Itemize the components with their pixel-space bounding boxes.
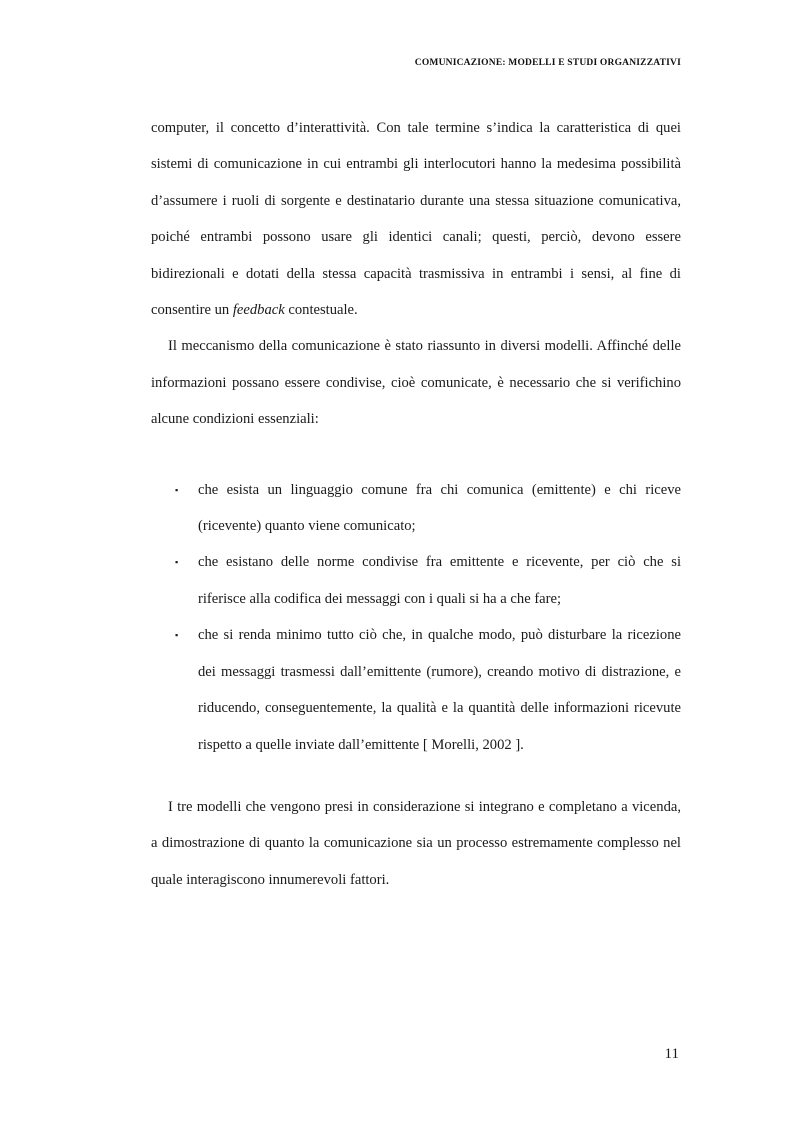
- list-item: [151, 472, 681, 545]
- paragraph-models: Il meccanismo della comunicazione è stato riassunto in diversi modelli. Affinché delle informazioni possano essere condivise, cioè comunicate, è necessario che si verifichino alcune condizioni essenziali:: [151, 338, 681, 428]
- running-header: COMUNICAZIONE: MODELLI E STUDI ORGANIZZATIVI: [414, 58, 681, 68]
- list-item: [151, 617, 681, 763]
- paragraph-text: computer, il concetto d’interattività. Con tale termine s’indica la caratteristica di quei sistemi di comunicazione in cui entrambi gli interlocutori hanno la medesima possibilità d’assumere i ruoli di sorgente e destinatario durante una stessa situazione comunicativa, poiché entrambi possono usare gli identici canali; questi, perciò, devono essere bidirezionali e dotati della stessa capacità trasmissiva in entrambi i sensi, al fine di consentire un: [151, 120, 681, 319]
- bullet-square-icon: ▪: [175, 557, 179, 568]
- bullet-square-icon: ▪: [175, 630, 179, 641]
- spacer: [151, 438, 681, 472]
- list-item: [151, 544, 681, 617]
- bullet-square-icon: ▪: [175, 484, 179, 495]
- conditions-list: [151, 472, 681, 763]
- list-item-text: che esistano delle norme condivise fra emittente e ricevente, per ciò che si riferisce alla codifica dei messaggi con i quali si ha a che fare;: [198, 554, 681, 607]
- paragraph-text-end: contestuale.: [284, 302, 358, 319]
- list-item-text: che si renda minimo tutto ciò che, in qualche modo, può disturbare la ricezione dei messaggi trasmessi dall’emittente (rumore), creando motivo di distrazione, e riducendo, conseguentemente, la qualità e la quantità delle informazioni ricevute rispetto a quelle inviate dall’emittente [ Morelli, 2002 ].: [198, 627, 681, 753]
- body-text: [151, 110, 681, 898]
- paragraph-conclusion: I tre modelli che vengono presi in considerazione si integrano e completano a vicenda, a dimostrazione di quanto la comunicazione sia un processo estremamente complesso nel quale interagiscono innumerevoli fattori.: [151, 798, 681, 888]
- page-number: 11: [664, 1046, 679, 1062]
- paragraph-interactivity: [151, 110, 681, 328]
- spacer: [151, 763, 681, 789]
- list-item-text: che esista un linguaggio comune fra chi comunica (emittente) e chi riceve (ricevente) quanto viene comunicato;: [198, 481, 681, 535]
- emphasized-term: feedback: [232, 302, 285, 319]
